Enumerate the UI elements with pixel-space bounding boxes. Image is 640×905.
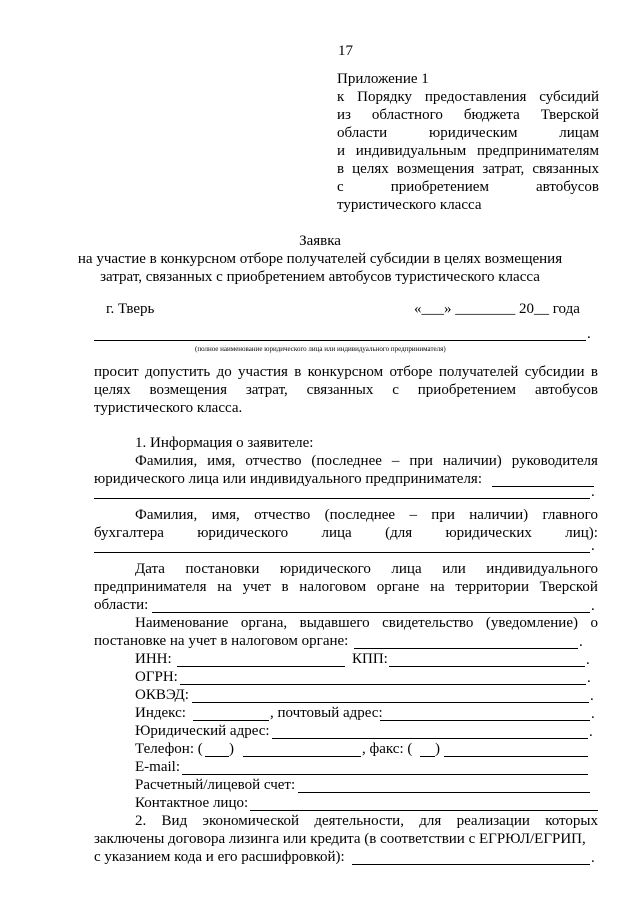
- word: юридическим: [429, 125, 518, 141]
- word: которых: [545, 813, 598, 829]
- word: лиц):: [565, 525, 598, 541]
- word: 2.: [135, 813, 147, 829]
- word: при: [409, 453, 433, 469]
- section-2-line-3: с указанием кода и его расшифровкой):: [94, 849, 345, 865]
- word: при: [431, 507, 455, 523]
- registration-line-2: [94, 580, 598, 595]
- word: субсидии: [524, 364, 585, 380]
- period: .: [591, 598, 595, 614]
- section-1-title: 1. Информация о заявителе:: [135, 435, 314, 451]
- okved-label: ОКВЭД:: [135, 687, 189, 703]
- word: до: [216, 364, 232, 380]
- word: (последнее: [324, 507, 396, 523]
- contact-label: Контактное лицо:: [135, 795, 249, 811]
- word: предпринимателям: [477, 143, 599, 159]
- head-name-field[interactable]: [492, 486, 594, 487]
- word: –: [391, 453, 400, 469]
- word: из: [337, 107, 351, 123]
- period: .: [591, 706, 595, 722]
- period: .: [591, 538, 595, 554]
- word: связанных: [306, 382, 374, 398]
- word: Тверской: [540, 107, 599, 123]
- accountant-line-2: [94, 526, 598, 541]
- word: Наименование: [135, 615, 229, 631]
- page-number: 17: [338, 43, 353, 59]
- word: для: [419, 813, 442, 829]
- word: бухгалтера: [94, 525, 164, 541]
- word: Фамилия,: [135, 507, 198, 523]
- word: предоставления: [424, 89, 527, 105]
- word: (уведомление): [485, 615, 578, 631]
- word: юридического: [279, 561, 371, 577]
- word: Вид: [161, 813, 188, 829]
- email-label: E-mail:: [135, 759, 180, 775]
- word: возмещения: [149, 382, 227, 398]
- postal-address-field[interactable]: [380, 720, 590, 721]
- inn-field[interactable]: [177, 666, 345, 667]
- word: в: [337, 161, 345, 177]
- appendix-line-6: [337, 180, 599, 195]
- appendix-line-5: [337, 162, 599, 177]
- word: учет: [242, 579, 271, 595]
- word: юридических: [445, 525, 532, 541]
- fax-label: , факс: (: [362, 741, 413, 757]
- word: индивидуального: [486, 561, 598, 577]
- request-line-1: [94, 365, 598, 380]
- word: Порядку: [357, 89, 413, 105]
- registration-line-1: [135, 562, 598, 577]
- word: области: [337, 125, 388, 141]
- word: наличии): [469, 507, 529, 523]
- head-name-line-1: [135, 454, 598, 469]
- period: .: [587, 670, 591, 686]
- contact-field[interactable]: [250, 810, 598, 811]
- applicant-name-field[interactable]: [94, 340, 586, 341]
- phone-number-field[interactable]: [243, 756, 361, 757]
- word: целях: [352, 161, 389, 177]
- word: наличии): [442, 453, 502, 469]
- postal-address-label: , почтовый адрес:: [270, 705, 383, 721]
- word: получателей: [438, 364, 519, 380]
- period: .: [591, 850, 595, 866]
- word: о: [590, 615, 598, 631]
- word: выдавшего: [299, 615, 370, 631]
- word: предпринимателя: [94, 579, 207, 595]
- legal-address-field[interactable]: [272, 738, 588, 739]
- appendix-line-3: [337, 126, 599, 141]
- index-field[interactable]: [193, 720, 269, 721]
- appendix-line-1: [337, 90, 599, 105]
- word: конкурсном: [307, 364, 384, 380]
- activity-field[interactable]: [352, 864, 590, 865]
- applicant-caption: (полное наименование юридического лица или индивидуального предпринимателя): [195, 345, 446, 353]
- appendix-title: Приложение 1: [337, 71, 429, 87]
- word: (для: [385, 525, 413, 541]
- registration-date-field[interactable]: [152, 612, 590, 613]
- word: –: [409, 507, 417, 523]
- word: постановки: [185, 561, 260, 577]
- word: затрат,: [482, 161, 525, 177]
- phone-code-field[interactable]: [205, 756, 229, 757]
- inn-label: ИНН:: [135, 651, 172, 667]
- fax-number-field[interactable]: [444, 756, 588, 757]
- word: органа,: [240, 615, 288, 631]
- city: г. Тверь: [106, 301, 155, 317]
- head-name-field-cont[interactable]: [94, 498, 590, 499]
- word: на: [429, 579, 445, 595]
- word: бюджета: [463, 107, 520, 123]
- period: .: [589, 724, 593, 740]
- tax-organ-line-2: постановке на учет в налоговом органе:: [94, 633, 349, 649]
- kpp-field[interactable]: [389, 666, 585, 667]
- appendix-line-4: [337, 144, 599, 159]
- word: Фамилия,: [135, 453, 198, 469]
- word: с: [337, 179, 344, 195]
- word: главного: [542, 507, 598, 523]
- period: .: [586, 652, 590, 668]
- word: целях: [94, 382, 131, 398]
- period: .: [579, 634, 583, 650]
- tax-organ-field[interactable]: [354, 648, 578, 649]
- word: субсидий: [539, 89, 599, 105]
- word: реализации: [456, 813, 530, 829]
- okved-field[interactable]: [192, 702, 589, 703]
- period: .: [587, 326, 591, 342]
- word: экономической: [202, 813, 300, 829]
- word: к: [337, 89, 345, 105]
- word: (последнее: [311, 453, 382, 469]
- tax-organ-line-1: [135, 616, 598, 631]
- word: налоговом: [299, 579, 367, 595]
- email-field[interactable]: [182, 774, 588, 775]
- word: юридического: [197, 525, 289, 541]
- ogrn-field[interactable]: [180, 684, 586, 685]
- fax-code-field[interactable]: [420, 756, 435, 757]
- word: в: [294, 364, 302, 380]
- word: имя,: [211, 507, 240, 523]
- period: .: [590, 688, 594, 704]
- word: Тверской: [539, 579, 598, 595]
- word: отборе: [389, 364, 433, 380]
- legal-address-label: Юридический адрес:: [135, 723, 270, 739]
- appendix-line-2: [337, 108, 599, 123]
- word: приобретением: [390, 179, 489, 195]
- section-2-line-1: [135, 814, 598, 829]
- accountant-name-field[interactable]: [94, 552, 590, 553]
- word: на: [217, 579, 232, 595]
- word: в: [281, 579, 289, 595]
- word: Дата: [135, 561, 165, 577]
- account-field[interactable]: [298, 792, 590, 793]
- word: возмещения: [396, 161, 475, 177]
- word: или: [442, 561, 466, 577]
- word: отчество: [254, 507, 311, 523]
- request-line-2: [94, 383, 598, 398]
- word: связанных: [532, 161, 599, 177]
- document-title: Заявка: [299, 233, 341, 249]
- word: приобретением: [417, 382, 517, 398]
- word: свидетельство: [382, 615, 474, 631]
- word: руководителя: [511, 453, 598, 469]
- word: деятельности,: [314, 813, 404, 829]
- registration-line-3: области:: [94, 597, 149, 613]
- word: участия: [238, 364, 288, 380]
- date-field[interactable]: «___» ________ 20__ года: [414, 301, 580, 317]
- word: в: [590, 364, 598, 380]
- word: лица: [391, 561, 422, 577]
- word: просит: [94, 364, 139, 380]
- word: автобусов: [534, 382, 598, 398]
- section-2-line-2: заключены договора лизинга или кредита (в соответствии с ЕГРЮЛ/ЕГРИП,: [94, 831, 586, 847]
- word: с: [392, 382, 399, 398]
- word: лицам: [559, 125, 599, 141]
- kpp-label: КПП:: [352, 651, 388, 667]
- word: областного: [371, 107, 443, 123]
- fax-paren: ): [435, 741, 440, 757]
- head-name-line-2: юридического лица или индивидуального предпринимателя:: [94, 471, 483, 487]
- phone-paren: ): [229, 741, 234, 757]
- word: отчество: [245, 453, 302, 469]
- period: .: [591, 484, 595, 500]
- account-label: Расчетный/лицевой счет:: [135, 777, 296, 793]
- appendix-line-7: туристического класса: [337, 197, 482, 213]
- word: затрат,: [245, 382, 288, 398]
- phone-label: Телефон: (: [135, 741, 203, 757]
- request-line-3: туристического класса.: [94, 400, 243, 416]
- document-subtitle-line-1: на участие в конкурсном отборе получателей субсидии в целях возмещения: [77, 251, 563, 267]
- word: территории: [455, 579, 529, 595]
- word: органе: [376, 579, 420, 595]
- index-label: Индекс:: [135, 705, 186, 721]
- word: имя,: [207, 453, 236, 469]
- word: индивидуальным: [355, 143, 467, 159]
- word: и: [337, 143, 346, 159]
- word: автобусов: [535, 179, 599, 195]
- ogrn-label: ОГРН:: [135, 669, 178, 685]
- word: лица: [321, 525, 352, 541]
- document-subtitle-line-2: затрат, связанных с приобретением автобусов туристического класса: [100, 269, 540, 285]
- word: допустить: [144, 364, 211, 380]
- accountant-line-1: [135, 508, 598, 523]
